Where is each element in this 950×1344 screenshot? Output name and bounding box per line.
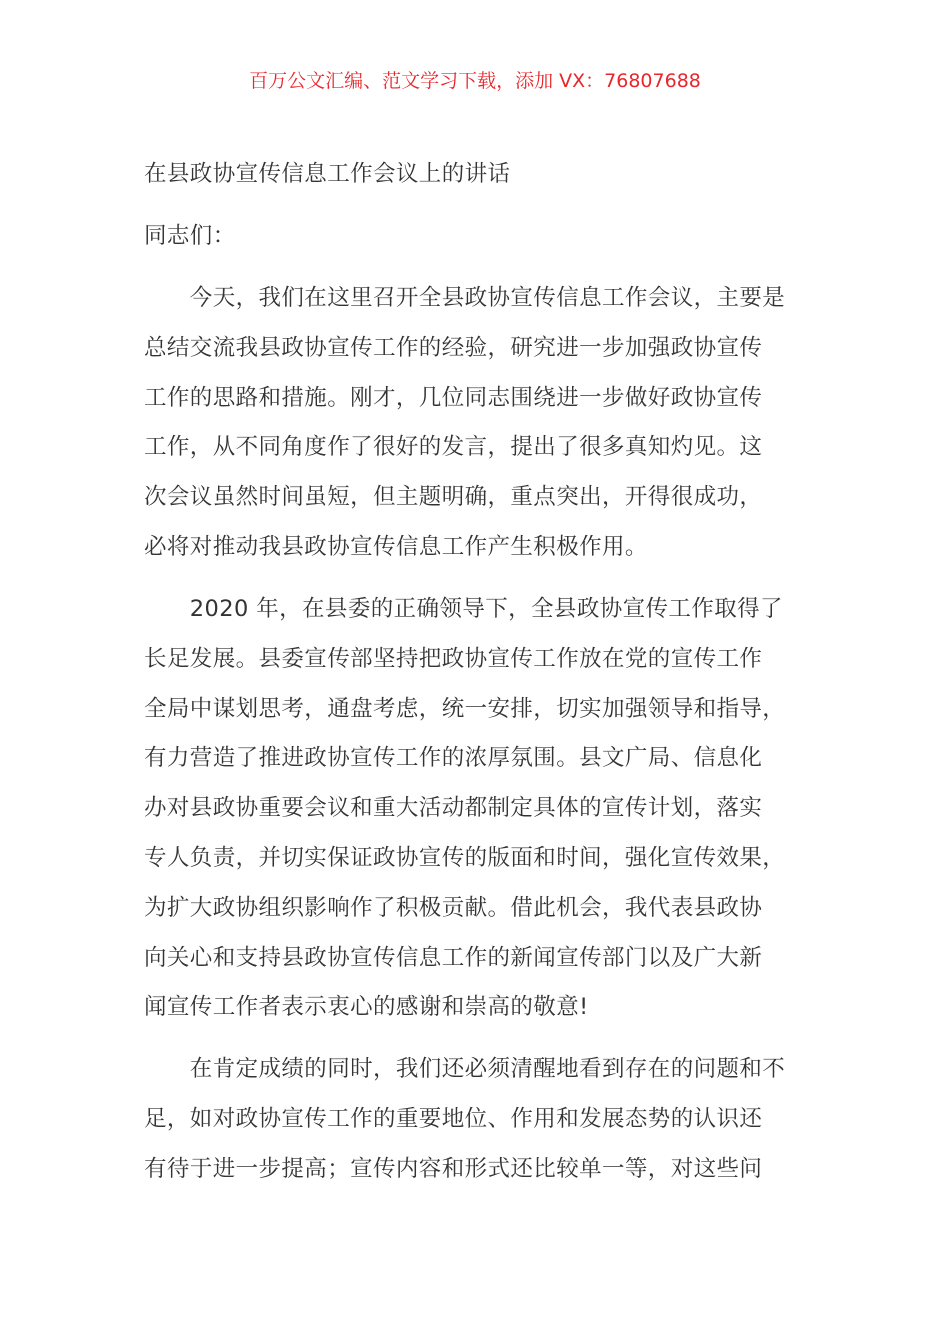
paragraph-line: 闻宣传工作者表示衷心的感谢和崇高的敬意!: [144, 994, 589, 1021]
paragraph-line: 长足发展。县委宣传部坚持把政协宣传工作放在党的宣传工作: [144, 645, 763, 672]
paragraph-line: 2020 年，在县委的正确领导下，全县政协宣传工作取得了: [144, 596, 783, 622]
salutation: 同志们：: [144, 223, 236, 249]
paragraph-line: 办对县政协重要会议和重大活动都制定具体的宣传计划，落实: [144, 795, 763, 822]
paragraph-line: 工作，从不同角度作了很好的发言，提出了很多真知灼见。这: [144, 434, 763, 461]
paragraph-line: 工作的思路和措施。刚才，几位同志围绕进一步做好政协宣传: [144, 384, 763, 411]
paragraph-line: 在肯定成绩的同时，我们还必须清醒地看到存在的问题和不: [144, 1056, 786, 1082]
paragraph-line: 足，如对政协宣传工作的重要地位、作用和发展态势的认识还: [144, 1105, 763, 1132]
paragraph-line: 次会议虽然时间虽短，但主题明确，重点突出，开得很成功，: [144, 484, 763, 511]
paragraph-line: 向关心和支持县政协宣传信息工作的新闻宣传部门以及广大新: [144, 944, 763, 971]
watermark-header: 百万公文汇编、范文学习下载，添加 VX：76807688: [249, 70, 701, 92]
paragraph-line: 有力营造了推进政协宣传工作的浓厚氛围。县文广局、信息化: [144, 745, 763, 772]
paragraph-line: 全局中谋划思考，通盘考虑，统一安排，切实加强领导和指导，: [144, 695, 786, 722]
paragraph-line: 专人负责，并切实保证政协宣传的版面和时间，强化宣传效果，: [144, 845, 786, 871]
document-title: 在县政协宣传信息工作会议上的讲话: [144, 161, 511, 187]
paragraph-line: 为扩大政协组织影响作了积极贡献。借此机会，我代表县政协: [144, 894, 763, 921]
paragraph-line: 总结交流我县政协宣传工作的经验，研究进一步加强政协宣传: [144, 334, 763, 361]
paragraph-line: 必将对推动我县政协宣传信息工作产生积极作用。: [144, 534, 648, 560]
paragraph-line: 有待于进一步提高；宣传内容和形式还比较单一等，对这些问: [144, 1155, 763, 1182]
paragraph-line: 今天，我们在这里召开全县政协宣传信息工作会议，主要是: [144, 285, 786, 311]
